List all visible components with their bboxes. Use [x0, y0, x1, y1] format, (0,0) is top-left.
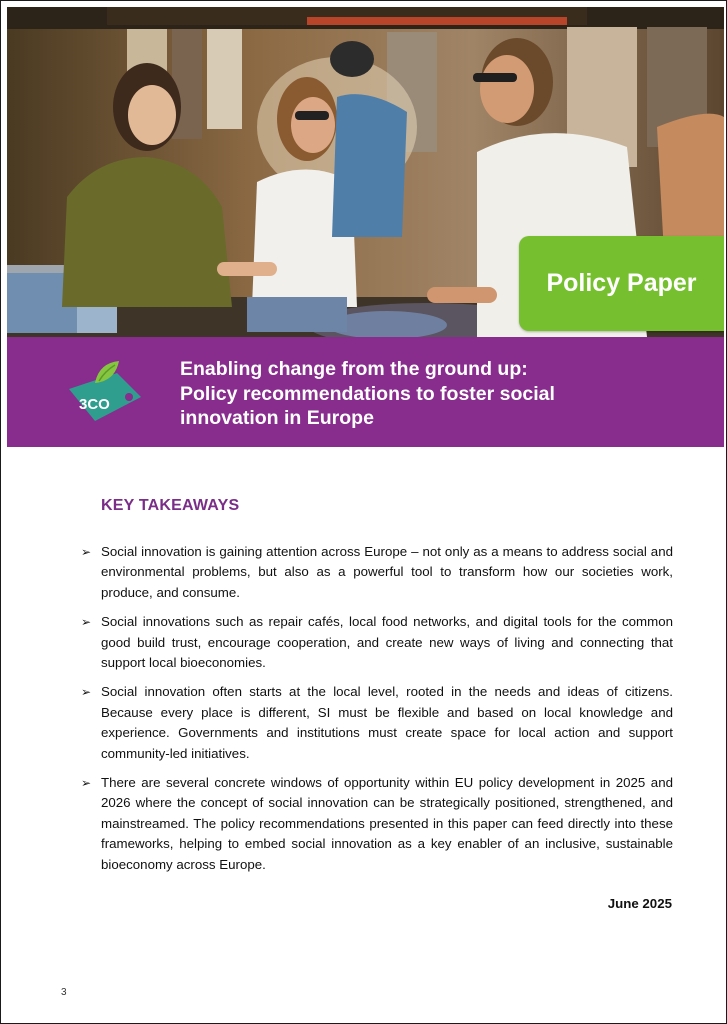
- arrow-bullet-icon: ➢: [81, 685, 92, 700]
- title-line: innovation in Europe: [180, 407, 374, 429]
- title-line: Policy recommendations to foster social: [180, 382, 555, 405]
- page-number: 3: [61, 987, 67, 998]
- takeaway-item: [81, 773, 673, 875]
- takeaway-item: [81, 542, 673, 603]
- takeaway-item: [81, 612, 673, 673]
- takeaway-text: Social innovation often starts at the local level, rooted in the needs and ideas of citizens. Because every place is different, SI must be flexible and based on local knowledge and experience. Governments and institutions must create space for local action and support community-led initiatives.: [101, 684, 673, 761]
- publication-date: June 2025: [607, 896, 672, 911]
- arrow-bullet-icon: ➢: [81, 615, 92, 630]
- page-title: [180, 357, 660, 431]
- key-takeaways-heading: KEY TAKEAWAYS: [101, 497, 240, 514]
- arrow-bullet-icon: ➢: [81, 545, 92, 559]
- policy-paper-label: Policy Paper: [546, 269, 697, 297]
- title-banner: [7, 337, 724, 447]
- arrow-bullet-icon: ➢: [81, 776, 92, 791]
- takeaway-text: Social innovation is gaining attention across Europe – not only as a means to address social and environmental problems, but also as a powerful tool to transform how our societies work, produce, and consume.: [101, 544, 673, 600]
- takeaway-text: Social innovations such as repair cafés, local food networks, and digital tools for the common good build trust, encourage cooperation, and create new ways of living and connecting that support local bioeconomies.: [101, 614, 673, 671]
- takeaway-text: There are several concrete windows of opportunity within EU policy development in 2025 and 2026 where the concept of social innovation can be strategically positioned, strengthened, and mainstreamed. The policy recommendations presented in this paper can feed directly into these frameworks, helping to embed social innovation as a key enabler of an inclusive, sustainable bioeconomy across Europe.: [101, 775, 673, 872]
- hero-photo: [7, 7, 724, 337]
- logo-text: 3CO: [79, 396, 110, 413]
- policy-paper-badge: [519, 236, 724, 331]
- key-takeaways-list: [81, 542, 673, 884]
- 3co-logo-icon: [65, 359, 145, 427]
- title-line: Enabling change from the ground up:: [180, 358, 528, 380]
- takeaway-item: [81, 682, 673, 764]
